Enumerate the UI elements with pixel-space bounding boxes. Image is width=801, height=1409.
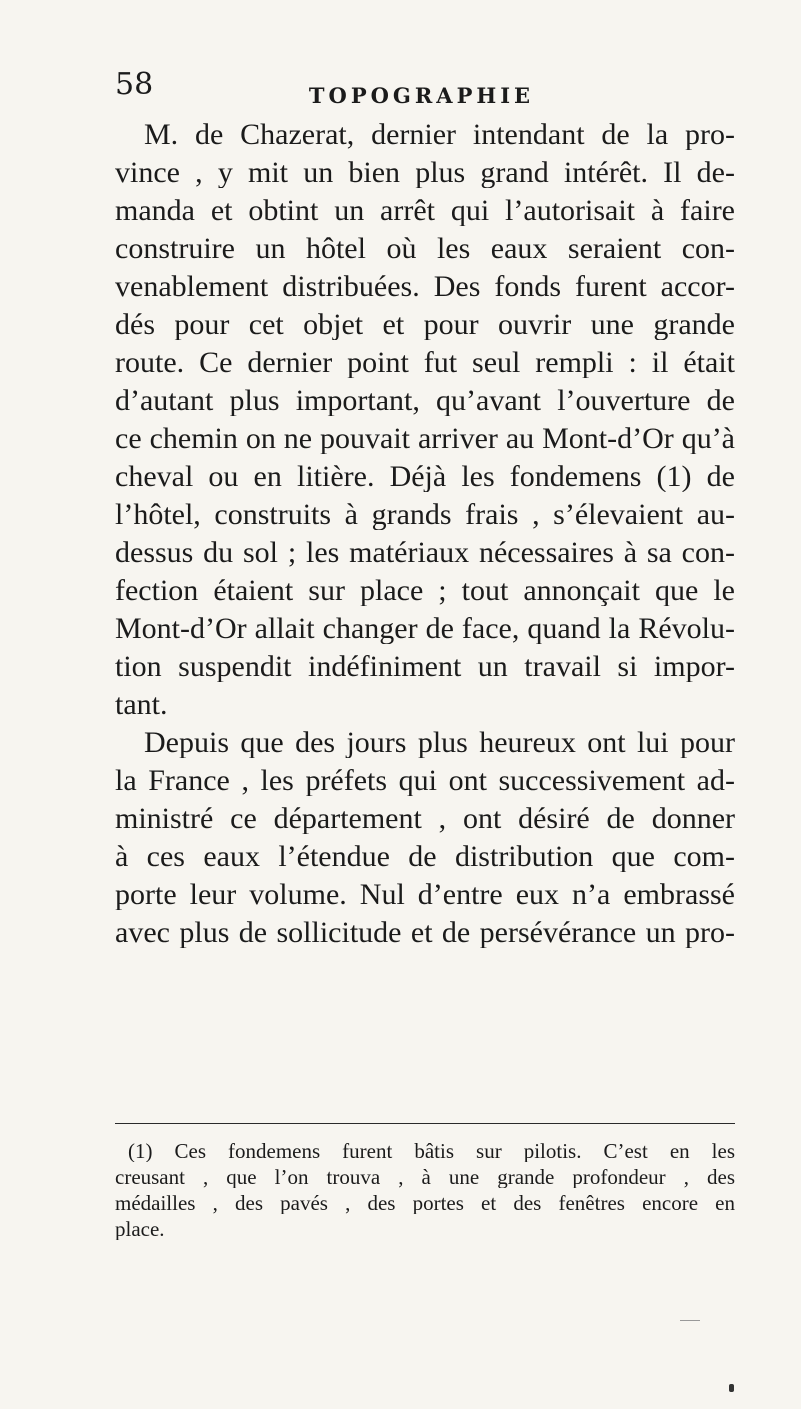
text-line: ce chemin on ne pouvait arriver au Mont-d’Or qu’à: [115, 424, 735, 454]
text-line: fection étaient sur place ; tout annonçait que le: [115, 576, 735, 606]
text-line: Mont-d’Or allait changer de face, quand la Révolu-: [115, 614, 735, 644]
text-line: tant.: [115, 690, 168, 720]
text-line: tion suspendit indéfiniment un travail si impor-: [115, 652, 735, 682]
text-line: vince , y mit un bien plus grand intérêt. Il de-: [115, 158, 735, 188]
text-line: l’hôtel, construits à grands frais , s’élevaient au-: [115, 500, 735, 530]
text-line: la France , les préfets qui ont successivement ad-: [115, 766, 735, 796]
footnote-line: médailles , des pavés , des portes et des fenêtres encore en: [115, 1193, 735, 1214]
text-line: à ces eaux l’étendue de distribution que com-: [115, 842, 735, 872]
text-line: d’autant plus important, qu’avant l’ouverture de: [115, 386, 735, 416]
text-line: cheval ou en litière. Déjà les fondemens (1) de: [115, 462, 735, 492]
text-line: Depuis que des jours plus heureux ont lui pour: [144, 728, 735, 758]
scan-mark: [729, 1384, 734, 1392]
running-title: TOPOGRAPHIE: [308, 83, 535, 108]
text-line: porte leur volume. Nul d’entre eux n’a embrassé: [115, 880, 735, 910]
text-line: manda et obtint un arrêt qui l’autorisait à faire: [115, 196, 735, 226]
text-line: venablement distribuées. Des fonds furent accor-: [115, 272, 735, 302]
text-line: dessus du sol ; les matériaux nécessaires à sa con-: [115, 538, 735, 568]
footnote-rule: [115, 1123, 735, 1124]
text-line: construire un hôtel où les eaux seraient con-: [115, 234, 735, 264]
scan-mark: [680, 1320, 700, 1321]
text-line: route. Ce dernier point fut seul rempli : il était: [115, 348, 735, 378]
text-line: dés pour cet objet et pour ouvrir une grande: [115, 310, 735, 340]
footnote-line: creusant , que l’on trouva , à une grande profondeur , des: [115, 1167, 735, 1188]
page-number: 58: [115, 67, 154, 102]
text-line: ministré ce département , ont désiré de donner: [115, 804, 735, 834]
footnote-line: place.: [115, 1219, 165, 1240]
text-line: M. de Chazerat, dernier intendant de la pro-: [144, 120, 735, 150]
text-line: avec plus de sollicitude et de persévérance un pro-: [115, 918, 735, 948]
footnote-line: (1) Ces fondemens furent bâtis sur pilotis. C’est en les: [128, 1141, 735, 1162]
